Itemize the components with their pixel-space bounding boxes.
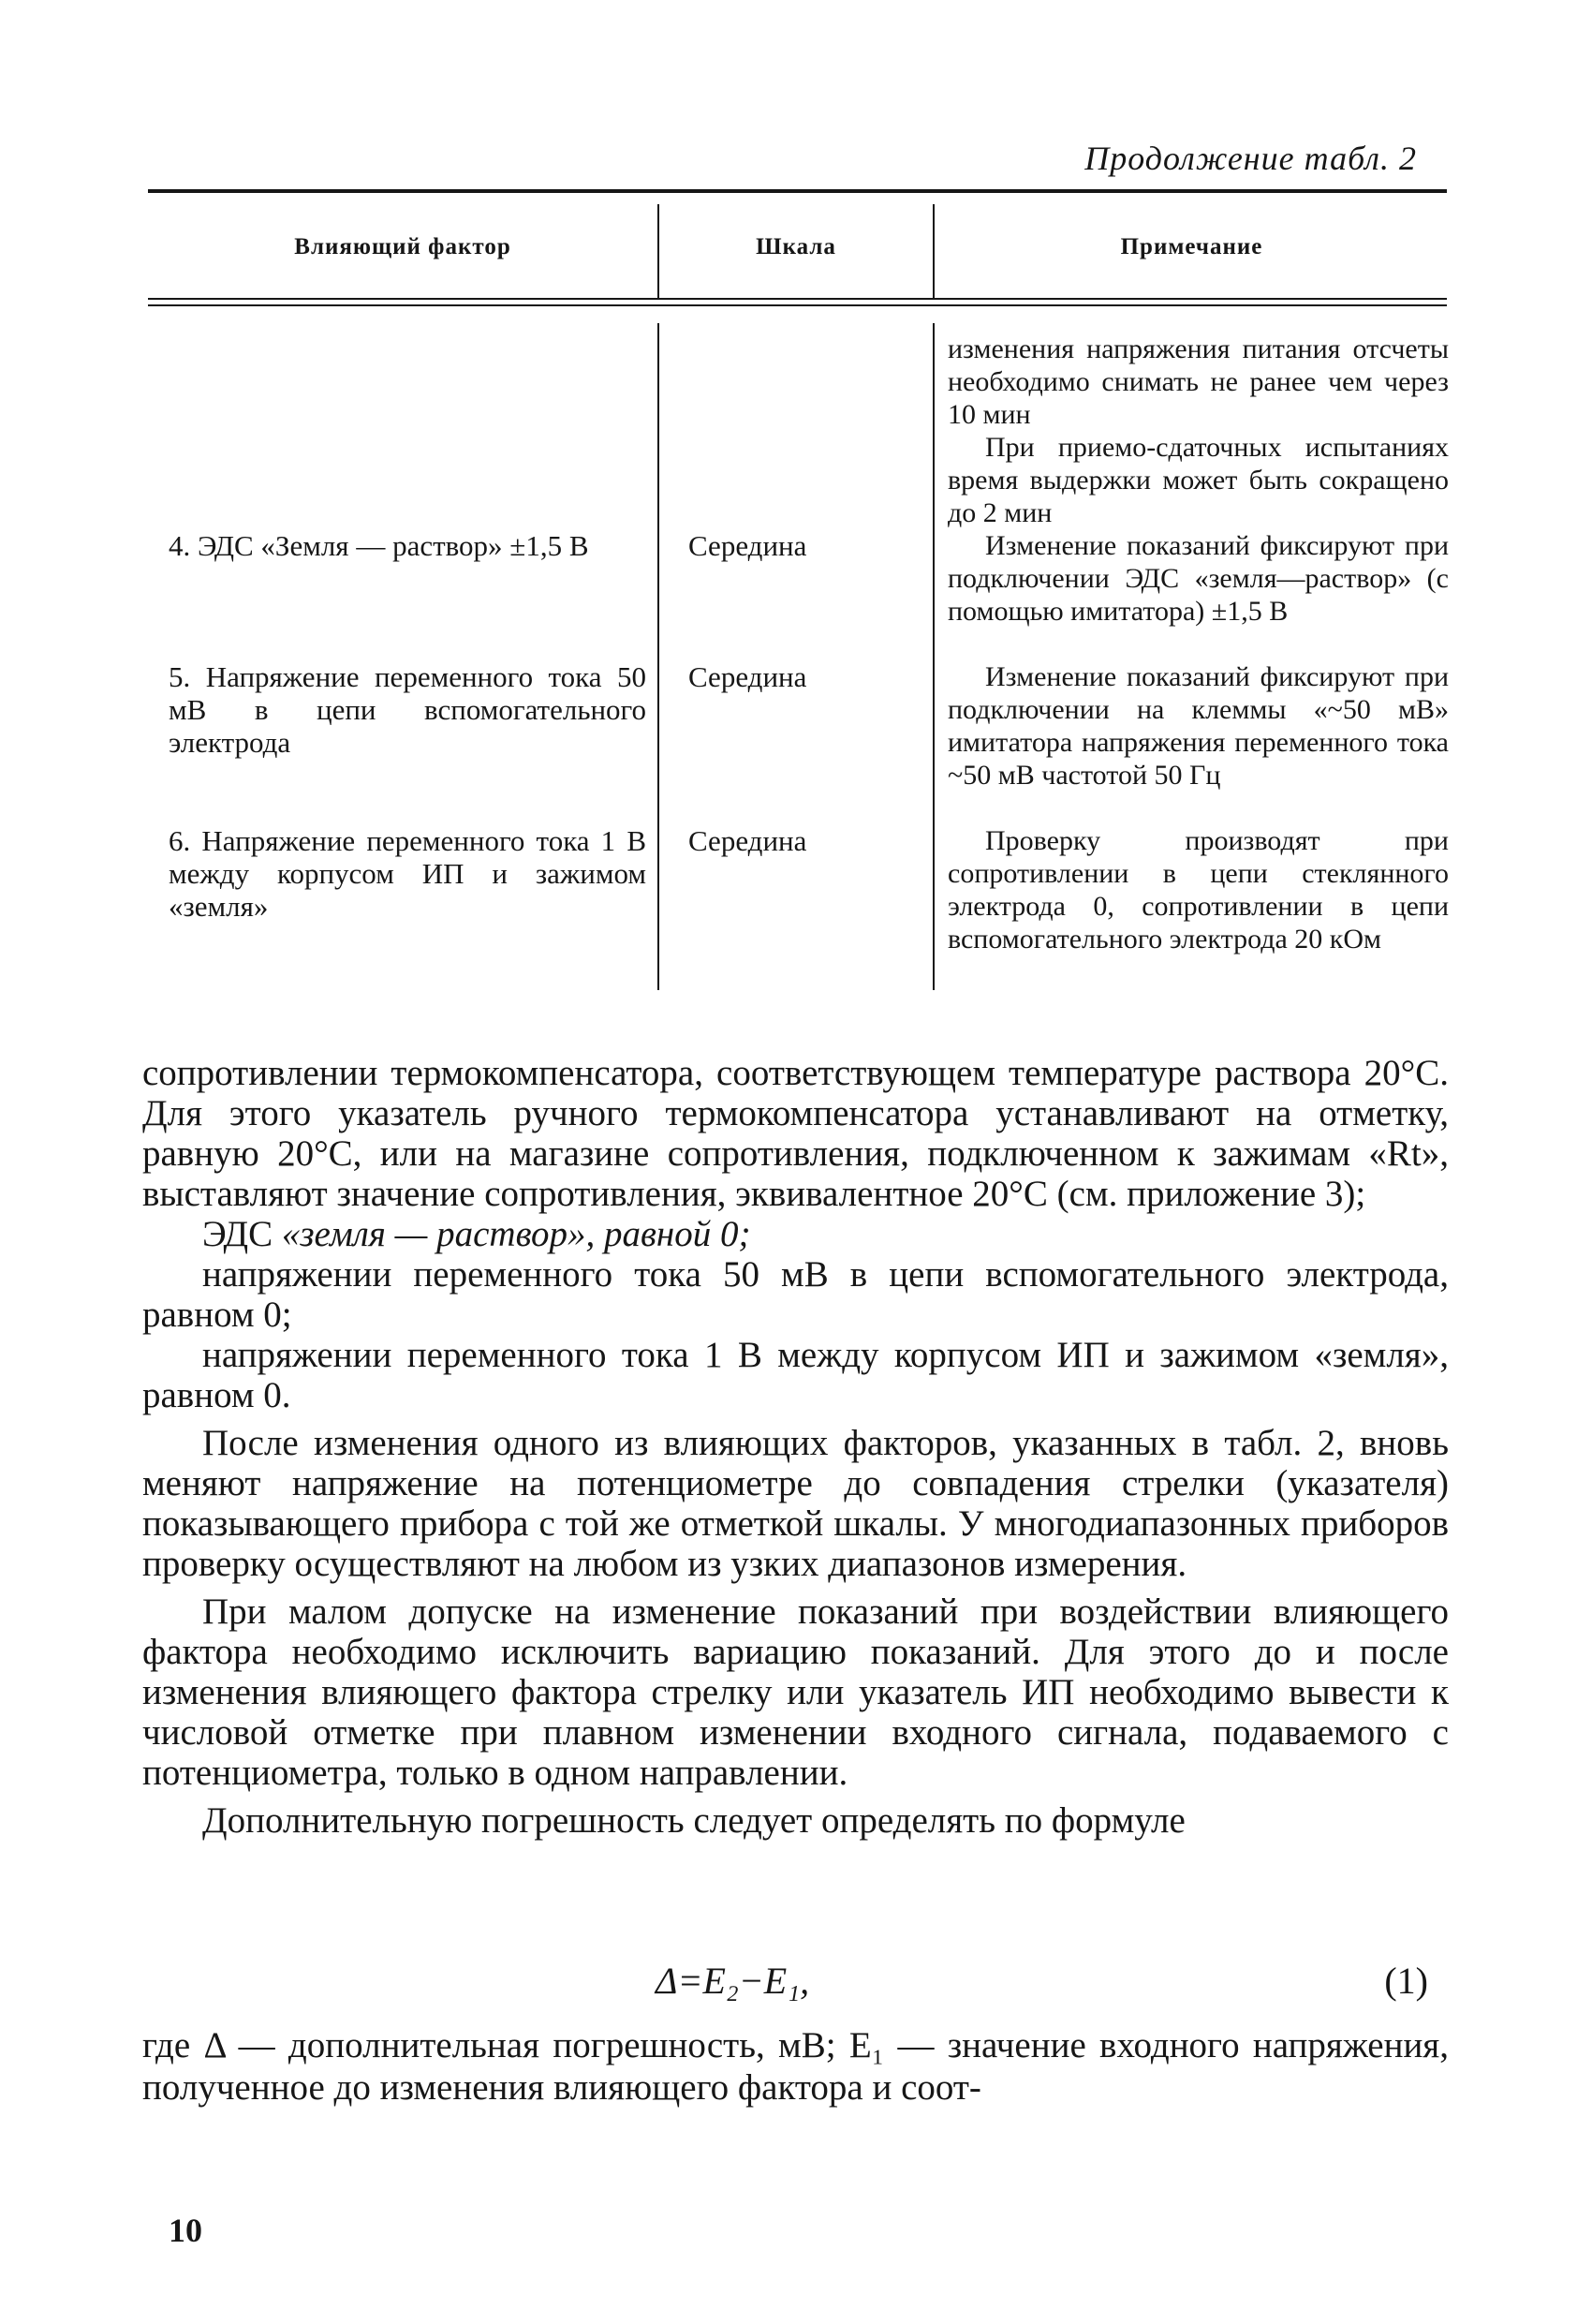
- body-paragraph-2: [142, 1214, 1449, 1254]
- table-header-divider-1: [657, 204, 659, 298]
- table-row-5-note: [948, 660, 1449, 792]
- table-note-continued: [948, 333, 1449, 529]
- body-text: [142, 1053, 1449, 1841]
- table-row-4-note-text: Изменение показаний фиксируют при подключении ЭДС «земля—раствор» (с помощью имитатора) ±1,5 В: [948, 530, 1449, 627]
- table-body-divider-1: [657, 323, 659, 990]
- table-row-4-note: [948, 529, 1449, 628]
- table-header-note: Примечание: [1120, 234, 1263, 259]
- body-paragraph-where: где Δ — дополнительная погрешность, мВ; E₁ — значение входного напряжения, полученное до изменения влияющего фактора и соот-: [142, 2025, 1449, 2108]
- table-top-rule: [148, 189, 1447, 193]
- body-text-continued: [142, 2024, 1449, 2109]
- table-row-6-scale: Середина: [688, 824, 807, 857]
- table-row-4-scale: Середина: [688, 529, 807, 562]
- formula-expression: Δ=E₂−E₁,: [656, 1960, 810, 2002]
- table-row-5-note-text: Изменение показаний фиксируют при подключении на клеммы «~50 мВ» имитатора напряжения переменного тока ~50 мВ частотой 50 Гц: [948, 661, 1449, 791]
- table-row-6-note: [948, 824, 1449, 955]
- body-paragraph-2-italic: «земля — раствор», равной 0;: [281, 1214, 751, 1254]
- table-header-scale: Шкала: [756, 234, 836, 259]
- table-row-6-note-text: Проверку производят при сопротивлении в цепи стеклянного электрода 0, сопротивлении в цепи вспомогательного электрода 20 кОм: [948, 825, 1449, 955]
- formula-number: (1): [1384, 1960, 1428, 2002]
- table-header-factor: Влияющий фактор: [294, 234, 511, 259]
- note-continued-text: изменения напряжения питания отсчеты необходимо снимать не ранее чем через 10 мин: [948, 333, 1449, 430]
- body-paragraph-6: При малом допуске на изменение показаний при воздействии влияющего фактора необходимо исключить вариацию показаний. Для этого до и после изменения влияющего фактора стрелку или указатель ИП необходимо вывести к числовой отметке при плавном изменении входного сигнала, подаваемого с потенциометра, только в одном направлении.: [142, 1591, 1449, 1793]
- body-paragraph-2-normal: ЭДС: [202, 1214, 282, 1254]
- body-paragraph-5: После изменения одного из влияющих факторов, указанных в табл. 2, вновь меняют напряжение на потенциометре до совпадения стрелки (указателя) показывающего прибора с той же отметкой шкалы. У многодиапазонных приборов проверку осуществляют на любом из узких диапазонов измерения.: [142, 1423, 1449, 1584]
- body-paragraph-3: напряжении переменного тока 50 мВ в цепи вспомогательного электрода, равном 0;: [142, 1254, 1449, 1335]
- table-header-double-rule: [148, 298, 1447, 306]
- body-paragraph-4: напряжении переменного тока 1 В между корпусом ИП и зажимом «земля», равном 0.: [142, 1335, 1449, 1415]
- table-row-4-factor: 4. ЭДС «Земля — раствор» ±1,5 В: [169, 529, 589, 562]
- body-paragraph-7: Дополнительную погрешность следует определять по формуле: [202, 1800, 1186, 1841]
- table-row-5-scale: Середина: [688, 660, 807, 693]
- table-header-divider-2: [933, 204, 935, 298]
- table-row-6-factor: 6. Напряжение переменного тока 1 В между корпусом ИП и зажимом «земля»: [169, 824, 646, 923]
- body-paragraph-1: сопротивлении термокомпенсатора, соответствующем температуре раствора 20°С. Для этого указатель ручного термокомпенсатора устанавливают на отметку, равную 20°С, или на магазине сопротивления, подключенном к зажимам «Rt», выставляют значение сопротивления, эквивалентное 20°С (см. приложение 3);: [142, 1053, 1449, 1214]
- note-acceptance-text: При приемо-сдаточных испытаниях время выдержки может быть сокращено до 2 мин: [948, 432, 1449, 528]
- table-body-divider-2: [933, 323, 935, 990]
- page-number: 10: [169, 2212, 202, 2249]
- table-continuation-caption: Продолжение табл. 2: [1084, 140, 1417, 177]
- table-row-5-factor: 5. Напряжение переменного тока 50 мВ в цепи вспомогательного электрода: [169, 660, 646, 759]
